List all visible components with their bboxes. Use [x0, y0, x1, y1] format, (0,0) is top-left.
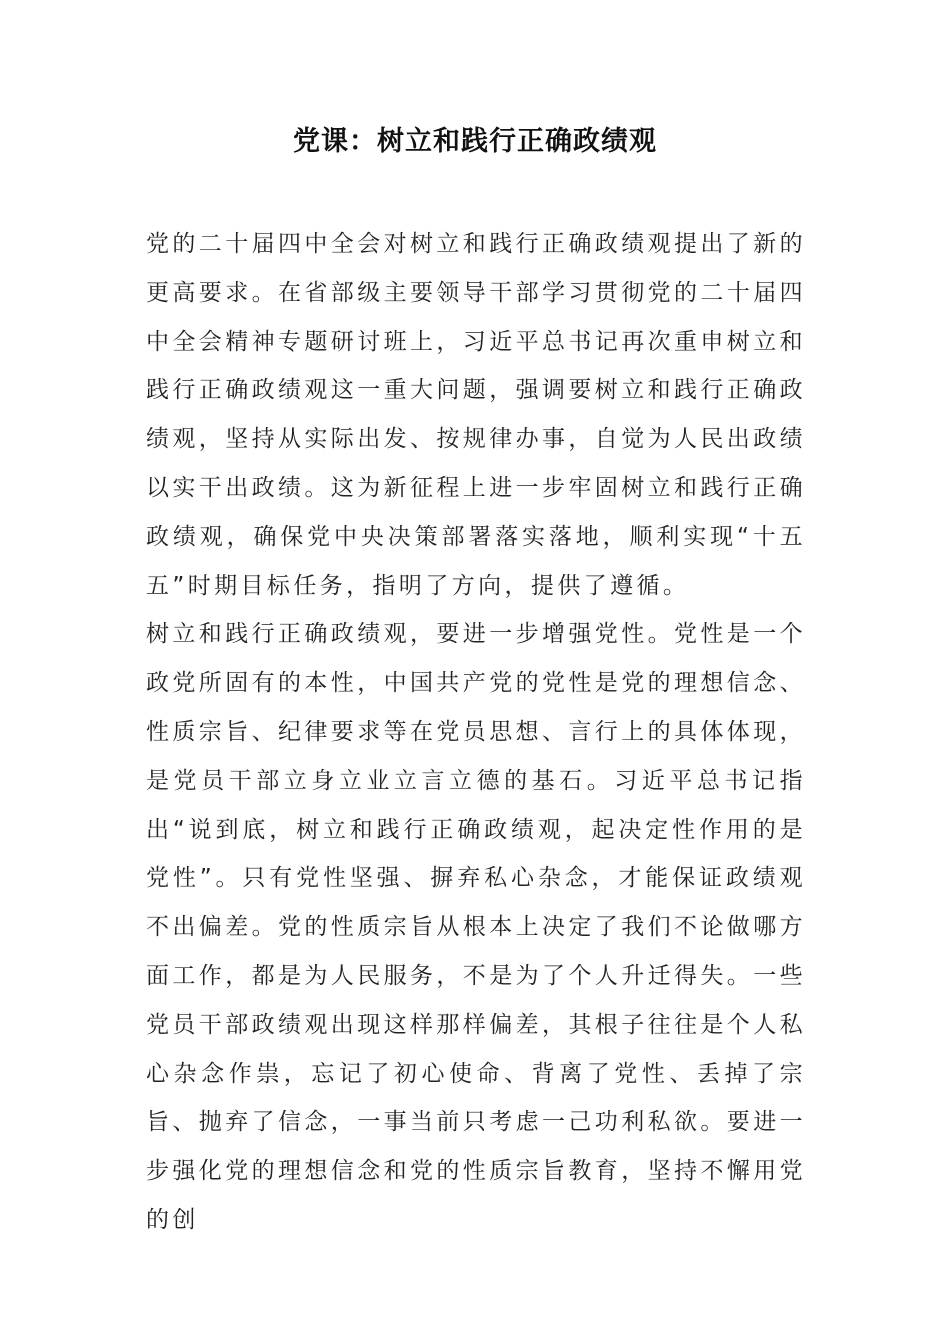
document-title: 党课：树立和践行正确政绩观 [293, 126, 657, 157]
paragraph-1: 党的二十届四中全会对树立和践行正确政绩观提出了新的更高要求。在省部级主要领导干部学习贯彻党的二十届四中全会精神专题研讨班上，习近平总书记再次重申树立和践行正确政绩观这一重大问题，强调要树立和践行正确政绩观，坚持从实际出发、按规律办事，自觉为人民出政绩以实干出政绩。这为新征程上进一步牢固树立和践行正确政绩观，确保党中央决策部署落实落地，顺利实现“十五五”时期目标任务，指明了方向，提供了遵循。 [146, 231, 806, 599]
paragraph-2: 树立和践行正确政绩观，要进一步增强党性。党性是一个政党所固有的本性，中国共产党的党性是党的理想信念、性质宗旨、纪律要求等在党员思想、言行上的具体体现，是党员干部立身立业立言立德的基石。习近平总书记指出“说到底，树立和践行正确政绩观，起决定性作用的是党性”。只有党性坚强、摒弃私心杂念，才能保证政绩观不出偏差。党的性质宗旨从根本上决定了我们不论做哪方面工作，都是为人民服务，不是为了个人升迁得失。一些党员干部政绩观出现这样那样偏差，其根子往往是个人私心杂念作祟，忘记了初心使命、背离了党性、丢掉了宗旨、抛弃了信念，一事当前只考虑一己功利私欲。要进一步强化党的理想信念和党的性质宗旨教育，坚持不懈用党的创 [146, 621, 806, 1233]
document-body [146, 220, 806, 1245]
